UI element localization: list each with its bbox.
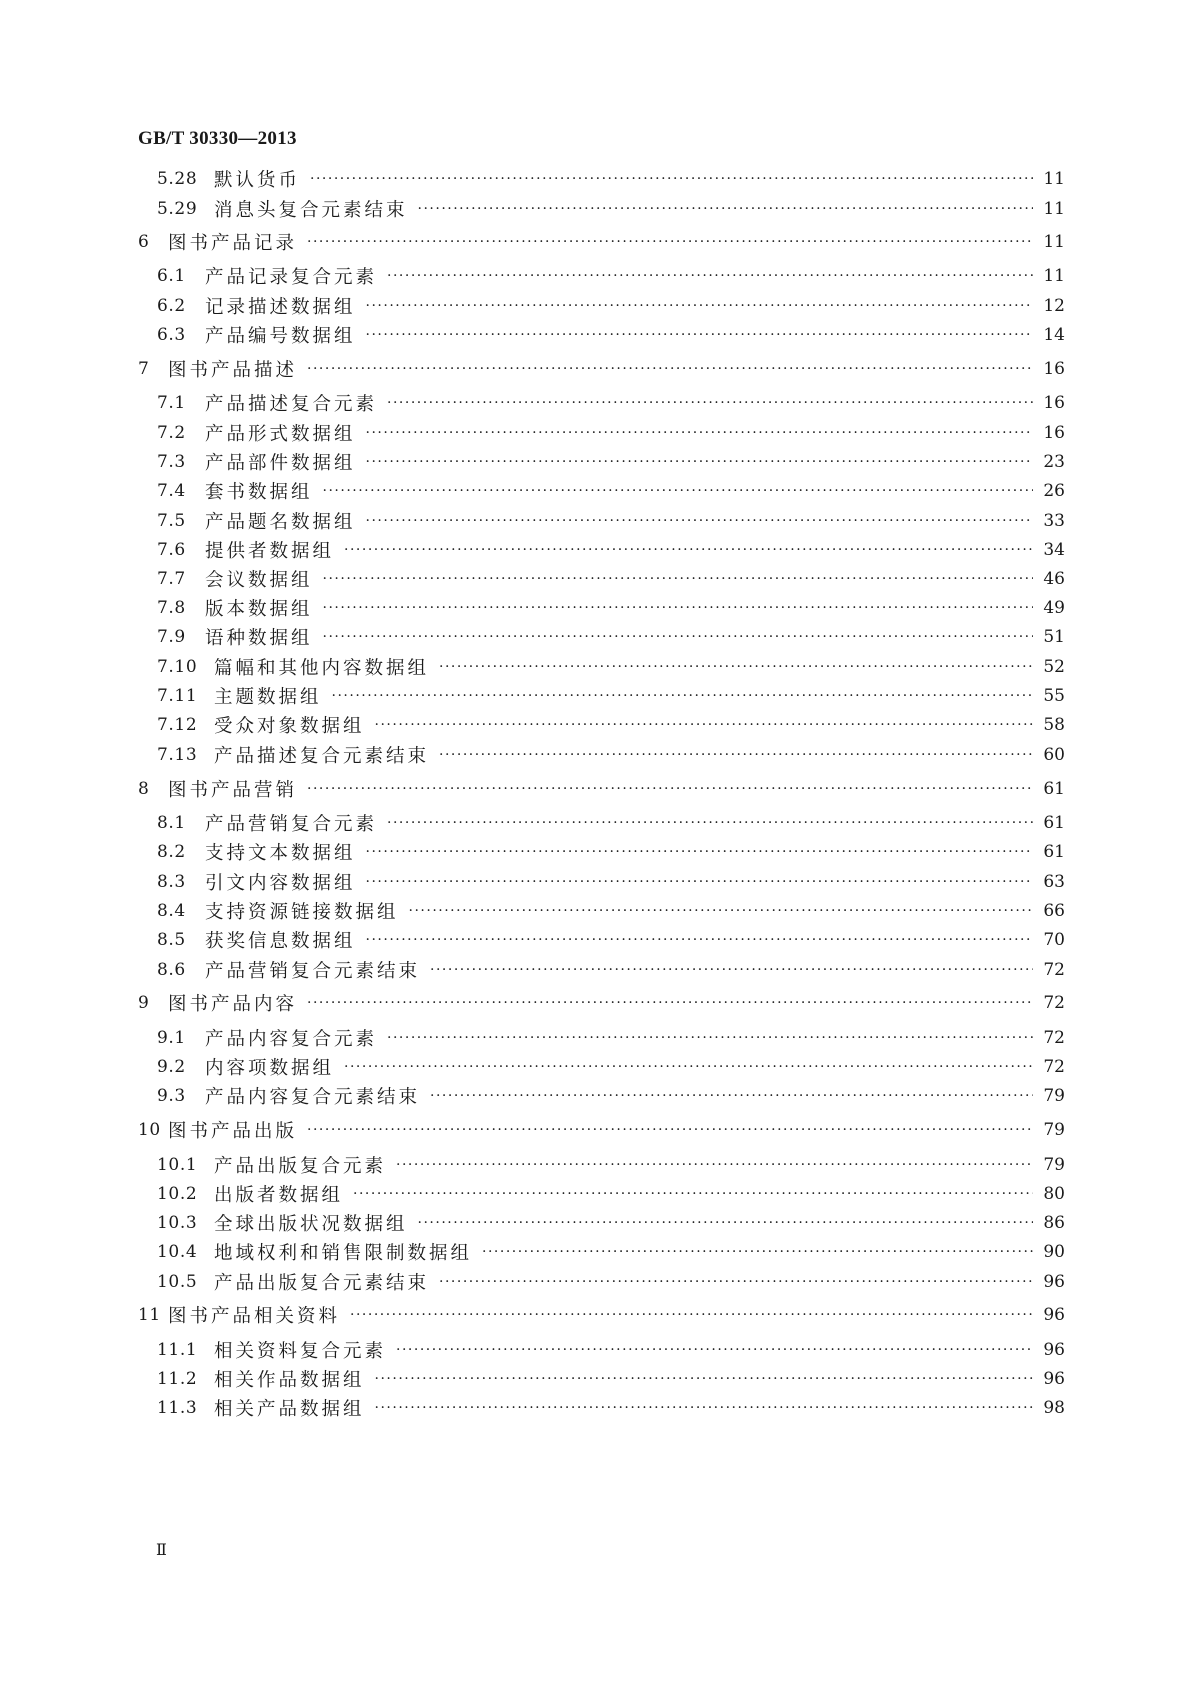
toc-dot-leader [366,927,1033,953]
toc-entry-page: 55 [1043,686,1065,706]
toc-section-entry[interactable] [138,449,1065,475]
toc-entry-page: 14 [1043,325,1065,345]
toc-entry-title: 图书产品相关资料 [168,1306,341,1327]
toc-dot-leader [366,869,1033,895]
toc-section-entry[interactable] [138,654,1065,680]
toc-dot-leader [439,742,1033,768]
toc-entry-number: 11.1 [157,1340,198,1360]
toc-entry-page: 63 [1043,872,1065,892]
toc-entry-page: 11 [1043,169,1065,189]
toc-chapter-entry[interactable] [138,990,1065,1016]
toc-entry-number: 8 [138,779,150,799]
toc-entry-page: 51 [1043,627,1065,647]
toc-chapter-entry[interactable] [138,229,1065,255]
toc-entry-page: 16 [1043,393,1065,413]
toc-section-entry[interactable] [138,927,1065,953]
toc-entry-number: 10.3 [157,1213,198,1233]
toc-entry-page: 96 [1043,1272,1065,1292]
toc-entry-number: 5.28 [157,169,198,189]
toc-dot-leader [482,1239,1033,1265]
toc-section-entry[interactable] [138,898,1065,924]
toc-entry-number: 7 [138,359,150,379]
toc-entry-page: 96 [1043,1305,1065,1325]
toc-entry-number: 7.3 [157,452,186,472]
toc-entry-title: 支持资源链接数据组 [205,902,399,923]
toc-entry-page: 66 [1043,901,1065,921]
toc-entry-page: 11 [1043,199,1065,219]
toc-dot-leader [366,322,1033,348]
toc-entry-page: 26 [1043,481,1065,501]
toc-section-entry[interactable] [138,712,1065,738]
toc-entry-number: 10.2 [157,1184,198,1204]
toc-entry-page: 72 [1043,960,1065,980]
toc-entry-page: 61 [1043,779,1065,799]
toc-chapter-entry[interactable] [138,1302,1065,1328]
toc-entry-number: 8.4 [157,901,186,921]
toc-entry-number: 7.5 [157,511,186,531]
toc-dot-leader [387,1025,1033,1051]
toc-entry-title: 内容项数据组 [205,1058,335,1079]
toc-dot-leader [375,1366,1033,1392]
toc-entry-title: 记录描述数据组 [205,297,356,318]
toc-entry-number: 7.9 [157,627,186,647]
toc-dot-leader [323,478,1033,504]
toc-entry-number: 7.6 [157,540,186,560]
toc-entry-title: 产品出版复合元素结束 [214,1273,430,1294]
toc-entry-title: 产品题名数据组 [205,512,356,533]
toc-entry-page: 70 [1043,930,1065,950]
toc-entry-number: 7.7 [157,569,186,589]
toc-dot-leader [366,839,1033,865]
toc-entry-title: 相关产品数据组 [214,1399,365,1420]
toc-dot-leader [323,595,1033,621]
toc-entry-number: 9.3 [157,1086,186,1106]
toc-entry-title: 引文内容数据组 [205,873,356,894]
toc-entry-title: 地域权利和销售限制数据组 [214,1243,473,1264]
toc-dot-leader [396,1152,1033,1178]
toc-entry-page: 12 [1043,296,1065,316]
toc-entry-number: 11 [138,1305,161,1325]
toc-entry-title: 语种数据组 [205,628,313,649]
toc-entry-title: 产品营销复合元素 [205,814,378,835]
toc-entry-number: 6.2 [157,296,186,316]
toc-entry-page: 79 [1043,1086,1065,1106]
toc-entry-page: 46 [1043,569,1065,589]
toc-entry-title: 产品内容复合元素 [205,1029,378,1050]
toc-entry-title: 主题数据组 [214,687,322,708]
toc-entry-title: 全球出版状况数据组 [214,1214,408,1235]
toc-entry-page: 72 [1043,1057,1065,1077]
toc-dot-leader [439,654,1033,680]
toc-entry-page: 96 [1043,1340,1065,1360]
toc-entry-title: 出版者数据组 [214,1185,344,1206]
toc-dot-leader [375,712,1033,738]
toc-section-entry[interactable] [138,1210,1065,1236]
toc-entry-title: 产品形式数据组 [205,424,356,445]
toc-entry-number: 10 [138,1120,161,1140]
toc-section-entry[interactable] [138,957,1065,983]
toc-entry-number: 10.5 [157,1272,198,1292]
toc-entry-number: 6.1 [157,266,186,286]
toc-section-entry[interactable] [138,1269,1065,1295]
toc-section-entry[interactable] [138,683,1065,709]
toc-section-entry[interactable] [138,196,1065,222]
toc-entry-page: 72 [1043,993,1065,1013]
toc-entry-number: 10.1 [157,1155,198,1175]
toc-entry-title: 相关资料复合元素 [214,1341,387,1362]
toc-section-entry[interactable] [138,810,1065,836]
toc-section-entry[interactable] [138,508,1065,534]
toc-entry-page: 16 [1043,359,1065,379]
toc-section-entry[interactable] [138,1337,1065,1363]
toc-entry-page: 61 [1043,813,1065,833]
toc-dot-leader [418,1210,1033,1236]
toc-dot-leader [310,166,1033,192]
toc-section-entry[interactable] [138,1181,1065,1207]
toc-dot-leader [366,293,1033,319]
toc-dot-leader [307,776,1033,802]
toc-entry-number: 8.3 [157,872,186,892]
toc-section-entry[interactable] [138,322,1065,348]
toc-entry-number: 9.2 [157,1057,186,1077]
toc-dot-leader [430,1083,1033,1109]
toc-dot-leader [387,390,1033,416]
toc-dot-leader [387,810,1033,836]
toc-section-entry[interactable] [138,1395,1065,1421]
toc-dot-leader [366,420,1033,446]
toc-section-entry[interactable] [138,1025,1065,1051]
toc-dot-leader [375,1395,1033,1421]
toc-dot-leader [307,1117,1033,1143]
standard-id-header: GB/T 30330—2013 [138,128,297,149]
toc-dot-leader [350,1302,1033,1328]
toc-entry-number: 7.1 [157,393,186,413]
toc-section-entry[interactable] [138,566,1065,592]
toc-entry-title: 受众对象数据组 [214,716,365,737]
toc-entry-page: 11 [1043,232,1065,252]
toc-section-entry[interactable] [138,1054,1065,1080]
toc-entry-page: 23 [1043,452,1065,472]
toc-section-entry[interactable] [138,624,1065,650]
toc-dot-leader [344,1054,1033,1080]
toc-entry-number: 6.3 [157,325,186,345]
toc-section-entry[interactable] [138,869,1065,895]
toc-entry-title: 图书产品描述 [168,360,298,381]
toc-section-entry[interactable] [138,478,1065,504]
toc-entry-number: 7.12 [157,715,198,735]
toc-entry-number: 7.11 [157,686,198,706]
toc-entry-title: 图书产品出版 [168,1121,298,1142]
toc-entry-page: 58 [1043,715,1065,735]
toc-section-entry[interactable] [138,742,1065,768]
toc-entry-title: 消息头复合元素结束 [214,200,408,221]
toc-dot-leader [430,957,1033,983]
toc-entry-number: 7.4 [157,481,186,501]
toc-entry-title: 产品记录复合元素 [205,267,378,288]
toc-dot-leader [409,898,1033,924]
toc-entry-number: 10.4 [157,1242,198,1262]
toc-entry-title: 篇幅和其他内容数据组 [214,658,430,679]
toc-entry-page: 60 [1043,745,1065,765]
toc-dot-leader [332,683,1033,709]
toc-entry-title: 图书产品营销 [168,780,298,801]
toc-entry-number: 7.13 [157,745,198,765]
toc-entry-title: 获奖信息数据组 [205,931,356,952]
toc-entry-title: 会议数据组 [205,570,313,591]
toc-entry-page: 79 [1043,1155,1065,1175]
toc-dot-leader [307,356,1033,382]
toc-section-entry[interactable] [138,1239,1065,1265]
toc-entry-number: 11.2 [157,1369,198,1389]
toc-section-entry[interactable] [138,595,1065,621]
toc-entry-number: 11.3 [157,1398,198,1418]
toc-dot-leader [396,1337,1033,1363]
toc-dot-leader [366,449,1033,475]
toc-entry-number: 8.5 [157,930,186,950]
toc-entry-title: 产品部件数据组 [205,453,356,474]
toc-entry-page: 80 [1043,1184,1065,1204]
toc-entry-title: 版本数据组 [205,599,313,620]
toc-entry-page: 72 [1043,1028,1065,1048]
toc-dot-leader [387,263,1033,289]
toc-entry-page: 34 [1043,540,1065,560]
toc-entry-number: 8.1 [157,813,186,833]
toc-entry-page: 49 [1043,598,1065,618]
toc-entry-title: 产品内容复合元素结束 [205,1087,421,1108]
toc-entry-title: 产品营销复合元素结束 [205,961,421,982]
toc-entry-title: 产品描述复合元素 [205,394,378,415]
toc-dot-leader [307,229,1033,255]
toc-entry-number: 5.29 [157,199,198,219]
toc-entry-title: 套书数据组 [205,482,313,503]
toc-entry-title: 产品编号数据组 [205,326,356,347]
toc-dot-leader [344,537,1033,563]
toc-chapter-entry[interactable] [138,776,1065,802]
toc-section-entry[interactable] [138,1366,1065,1392]
toc-section-entry[interactable] [138,166,1065,192]
toc-entry-page: 16 [1043,423,1065,443]
toc-entry-title: 图书产品记录 [168,233,298,254]
toc-section-entry[interactable] [138,1083,1065,1109]
toc-entry-number: 9 [138,993,150,1013]
toc-entry-title: 产品出版复合元素 [214,1156,387,1177]
toc-dot-leader [323,624,1033,650]
toc-entry-title: 支持文本数据组 [205,843,356,864]
toc-entry-number: 8.2 [157,842,186,862]
toc-dot-leader [323,566,1033,592]
toc-entry-title: 图书产品内容 [168,994,298,1015]
toc-section-entry[interactable] [138,839,1065,865]
toc-entry-page: 79 [1043,1120,1065,1140]
toc-entry-number: 7.10 [157,657,198,677]
toc-dot-leader [353,1181,1033,1207]
toc-entry-page: 52 [1043,657,1065,677]
toc-entry-page: 61 [1043,842,1065,862]
toc-dot-leader [418,196,1033,222]
toc-entry-number: 6 [138,232,150,252]
toc-entry-number: 7.8 [157,598,186,618]
toc-entry-title: 默认货币 [214,170,301,191]
toc-entry-page: 98 [1043,1398,1065,1418]
toc-entry-number: 7.2 [157,423,186,443]
toc-entry-page: 96 [1043,1369,1065,1389]
toc-entry-number: 8.6 [157,960,186,980]
page-number: Ⅱ [156,1540,166,1559]
toc-entry-title: 相关作品数据组 [214,1370,365,1391]
toc-entry-number: 9.1 [157,1028,186,1048]
toc-dot-leader [439,1269,1033,1295]
toc-chapter-entry[interactable] [138,1117,1065,1143]
toc-entry-page: 11 [1043,266,1065,286]
toc-chapter-entry[interactable] [138,356,1065,382]
toc-section-entry[interactable] [138,537,1065,563]
toc-entry-title: 产品描述复合元素结束 [214,746,430,767]
toc-section-entry[interactable] [138,293,1065,319]
toc-entry-page: 86 [1043,1213,1065,1233]
toc-entry-title: 提供者数据组 [205,541,335,562]
toc-entry-page: 33 [1043,511,1065,531]
toc-section-entry[interactable] [138,1152,1065,1178]
toc-entry-page: 90 [1043,1242,1065,1262]
toc-section-entry[interactable] [138,390,1065,416]
toc-dot-leader [366,508,1033,534]
toc-section-entry[interactable] [138,263,1065,289]
toc-dot-leader [307,990,1033,1016]
toc-section-entry[interactable] [138,420,1065,446]
